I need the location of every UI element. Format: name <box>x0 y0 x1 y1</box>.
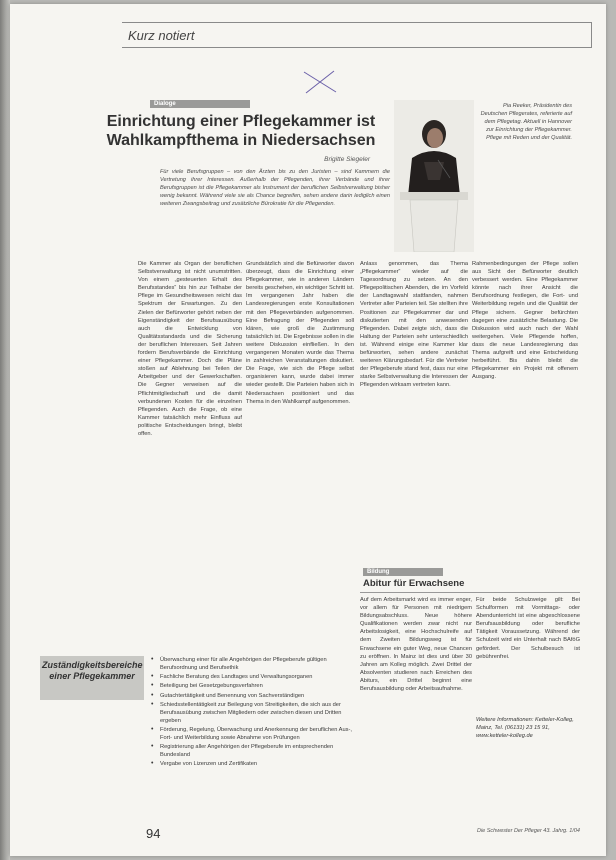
speaker-photo <box>394 100 474 252</box>
speaker-figure-icon <box>394 100 474 252</box>
article-column-4: Rahmenbedingungen der Pflege sollen aus Sicht der Befürworter deutlich verbessert werden. Eine Pflegekammer könnte nach ihrer Ansicht die Berufsordnung festlegen, die Fort- und Weiterbildung regeln und die Qualität der Pflege sichern. Gegner befürchten dagegen eine zusätzliche Belastung. Die Diskussion wird auch nach der Wahl weitergehen. Viele Pflegende hoffen, dass die neue Landesregierung das Thema aufgreift und eine Entscheidung herbeiführt. Bis dahin bleibt die Pflegekammer ein Projekt mit offenem Ausgang. <box>472 261 578 381</box>
article-author: Brigitte Siegeler <box>324 156 370 163</box>
list-item: • Registrierung aller Angehörigen der Pflegeberufe im entsprechenden Bundesland <box>150 743 354 759</box>
article-headline: Einrichtung einer Pflegekammer ist Wahlkampfthema in Niedersachsen <box>106 113 376 149</box>
list-item: • Vergabe von Lizenzen und Zertifikaten <box>150 760 354 768</box>
list-item: • Beteiligung bei Gesetzgebungsverfahren <box>150 682 354 690</box>
article-column-3: Anlass genommen, das Thema „Pflegekammer“ wieder auf die Tagesordnung zu setzen. An den Pflegepolitischen Abenden, die im Vorfeld der Landtagswahl stattfanden, nahmen Vertreter aller Parteien teil. Sie stellten ihre Positionen zur Pflegekammer dar und diskutierten mit den anwesenden Pflegenden. Dabei zeigte sich, dass die Haltung der Parteien sehr unterschiedlich ist. Während einige eine Kammer klar befürworten, sehen andere zunächst weiteren Klärungsbedarf. Für die Vertreter der Pflegeberufe stand fest, dass nur eine starke Selbstverwaltung die Interessen der Pflegenden wirksam vertreten kann. <box>360 261 468 389</box>
article-column-1: Die Kammer als Organ der beruflichen Selbstverwaltung ist nicht unumstritten. Von einem „gesteuerten Erhalt des Berufsstandes“ bis hin zur Teilhabe der Pflege im Gesundheitswesen reicht das Spektrum der Erwartungen. Zu den Zielen der Befürworter gehört neben der Eigenständigkeit der Berufsausübung auch die Entwicklung von Qualitätsstandards und die Sicherung der beruflichen Interessen. Seit Jahren fordern Berufsverbände die Einrichtung einer Pflegekammer. Doch die Pläne stoßen auf Ablehnung bei Teilen der Arbeitgeber und der Gewerkschaften. Die Gegner verweisen auf die Pflichtmitgliedschaft und die damit verbundenen Kosten für die einzelnen Pflegenden. Auch die Frage, ob eine Kammer tatsächlich mehr Einfluss auf politische Entscheidungen bringt, bleibt offen. <box>138 261 242 437</box>
second-article-title: Abitur für Erwachsene <box>363 578 465 589</box>
pen-cross-mark-icon <box>300 68 340 96</box>
photo-caption: Pia Reeker, Präsidentin des Deutschen Pflegerates, referierte auf dem Pflegetag. Aktuell in Hannover zur Einrichtung der Pflegekammer. Pflege mit Reden und der Qualität. <box>480 103 572 141</box>
rubric-label: Kurz notiert <box>128 28 195 43</box>
divider <box>360 592 580 593</box>
list-item: • Überwachung einer für alle Angehörigen der Pflegeberufe gültigen Berufsordnung und Berufsethik <box>150 656 354 672</box>
list-item: • Fachliche Beratung des Landtages und Verwaltungsorganen <box>150 673 354 681</box>
page-number: 94 <box>146 826 161 841</box>
list-item: • Förderung, Regelung, Überwachung und Anerkennung der beruflichen Aus-, Fort- und Weiterbildung sowie Abnahme von Prüfungen <box>150 726 354 742</box>
journal-footer: Die Schwester Der Pfleger 43. Jahrg. 1/04 <box>476 828 580 834</box>
second-article-column-1: Auf dem Arbeitsmarkt wird es immer enger, vor allem für Personen mit niedrigem Bildungsabschluss. Neue höhere Qualifikationen werden zwar nicht nur Arbeitslosigkeit, eine Hochschulreife auf dem Zweiten Bildungsweg ist für Erwachsene ein guter Weg, neue Chancen zu eröffnen. In Mainz ist dies und über 30 Jahren am Kolleg möglich. Zwei Drittel der Absolventen studieren nach Erreichen des Abiturs, ein Drittel beginnt eine Berufsausbildung oder Arbeitsaufnahme. <box>360 597 472 693</box>
list-item: • Gutachtertätigkeit und Benennung von Sachverständigen <box>150 692 354 700</box>
magazine-page <box>10 4 606 856</box>
info-box-title: Zuständigkeitsbereiche einer Pflegekammer <box>42 660 143 681</box>
article-intro: Für viele Berufsgruppen – von den Ärzten bis zu den Juristen – sind Kammern die Vertretung ihrer Interessen. Außerhalb der Pflegenden, ihrer Verbände und ihrer Berufsgruppen ist die Pflegekammer als Instrument der beruflichen Selbstverwaltung bisher wenig bekannt. Während viele sie als Chance begreifen, sehen andere darin lediglich einen weiteren Zwangsbeitrag und zusätzliche Bürokratie für die Pflegenden. <box>160 169 390 207</box>
info-box-list <box>150 656 354 770</box>
second-article-tag: Bildung <box>363 568 443 576</box>
second-article-column-2: Für beide Schulzweige gilt: Bei Schulformen mit Vormittags- oder Abendunterricht ist eine abgeschlossene Berufsausbildung oder berufliche Tätigkeit Voraussetzung. Während der Schulzeit wird ein Unterhalt nach BAföG gefördert. Der Schulbesuch ist gebührenfrei. <box>476 597 580 660</box>
page-spine <box>0 0 10 860</box>
list-item: • Schiedsstellentätigkeit zur Beilegung von Streitigkeiten, die sich aus der Berufsausübung zwischen Mitgliedern oder zwischen diesen und Dritten ergeben <box>150 701 354 725</box>
article-column-2: Grundsätzlich sind die Befürworter davon überzeugt, dass die Einrichtung einer Pflegekammer, wie in anderen Ländern bereits geschehen, ein wichtiger Schritt ist. Im vergangenen Jahr haben die Landesregierungen erste Konsultationen mit den Pflegeverbänden aufgenommen. Eine Befragung der Pflegenden soll klären, wie groß die Zustimmung tatsächlich ist. Die Ergebnisse sollen in die weitere Diskussion einfließen. In den vergangenen Monaten wurde das Thema in zahlreichen Veranstaltungen diskutiert. Die Frage, wie sich die Pflege selbst organisieren kann, wurde dabei immer wieder gestellt. Die Parteien haben sich in Niedersachsen positioniert und das Thema in den Wahlkampf aufgenommen. <box>246 261 354 405</box>
article-category-tag: Dialoge <box>150 100 250 108</box>
contact-info: Weitere Informationen: Ketteler-Kolleg, Mainz, Tel. (06131) 23 15 91, www.ketteler-kolleg.de <box>476 717 574 740</box>
